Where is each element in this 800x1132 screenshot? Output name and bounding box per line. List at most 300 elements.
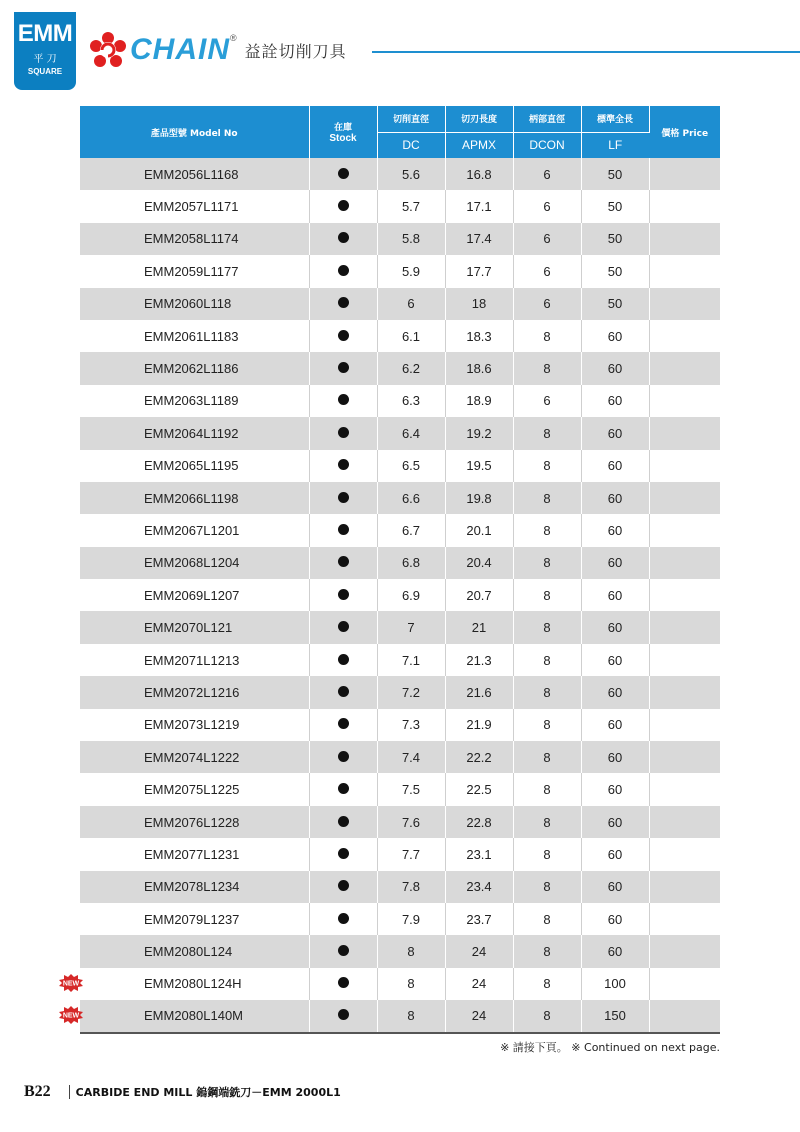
apmx-cell — [445, 158, 513, 190]
dcon-cell — [513, 806, 581, 838]
dcon-cell-text: 8 — [543, 620, 551, 636]
dc-cell-text: 8 — [407, 1008, 415, 1024]
price-cell — [649, 676, 720, 708]
dcon-cell — [513, 417, 581, 449]
dc-cell — [377, 223, 445, 255]
model-cell-text: EMM2063L1189 — [144, 393, 239, 409]
dc-cell-text: 6.2 — [401, 361, 421, 377]
table-row — [80, 158, 720, 190]
dc-cell — [377, 741, 445, 773]
model-cell — [80, 579, 309, 611]
price-cell — [649, 255, 720, 287]
apmx-cell — [445, 741, 513, 773]
dc-cell — [377, 968, 445, 1000]
lf-cell — [581, 838, 649, 870]
dcon-cell — [513, 935, 581, 967]
dcon-cell-text: 8 — [543, 458, 551, 474]
lf-cell-text: 60 — [607, 652, 623, 668]
in-stock-dot-icon — [338, 200, 349, 211]
header-lf-zh: 標準全長 — [581, 106, 649, 132]
in-stock-dot-icon — [338, 718, 349, 729]
lf-cell — [581, 482, 649, 514]
apmx-cell — [445, 773, 513, 805]
stock-cell — [309, 482, 377, 514]
dcon-cell — [513, 158, 581, 190]
dcon-cell — [513, 838, 581, 870]
model-cell-text: EMM2061L1183 — [144, 328, 239, 344]
category-tab — [14, 12, 76, 90]
apmx-cell — [445, 223, 513, 255]
apmx-cell-text: 20.1 — [466, 522, 492, 538]
lf-cell-text: 60 — [607, 879, 623, 895]
lf-cell-text: 60 — [607, 490, 623, 506]
dc-cell-text: 7.8 — [401, 879, 421, 895]
in-stock-dot-icon — [338, 913, 349, 924]
model-cell — [80, 255, 309, 287]
in-stock-dot-icon — [338, 945, 349, 956]
dc-cell-text: 5.8 — [401, 231, 421, 247]
model-cell-text: EMM2056L1168 — [144, 166, 239, 182]
dcon-cell — [513, 288, 581, 320]
model-cell — [80, 644, 309, 676]
model-cell-text: EMM2075L1225 — [144, 782, 240, 798]
dc-cell — [377, 288, 445, 320]
lf-cell-text: 60 — [607, 361, 623, 377]
model-cell — [80, 871, 309, 903]
lf-cell-text: 60 — [607, 555, 623, 571]
dc-cell-text: 6.1 — [401, 328, 421, 344]
table-row — [80, 1000, 720, 1032]
model-cell — [80, 547, 309, 579]
lf-cell — [581, 320, 649, 352]
in-stock-dot-icon — [338, 880, 349, 891]
table-row — [80, 676, 720, 708]
model-cell-text: EMM2064L1192 — [144, 425, 239, 441]
price-cell — [649, 1000, 720, 1032]
lf-cell — [581, 450, 649, 482]
dcon-cell-text: 6 — [543, 199, 551, 215]
model-cell — [80, 903, 309, 935]
header-dc-zh: 切削直徑 — [377, 106, 445, 132]
stock-cell — [309, 514, 377, 546]
dc-cell — [377, 514, 445, 546]
dcon-cell — [513, 903, 581, 935]
price-cell — [649, 806, 720, 838]
price-cell — [649, 514, 720, 546]
lf-cell-text: 60 — [607, 944, 623, 960]
model-cell — [80, 352, 309, 384]
table-row — [80, 417, 720, 449]
price-cell — [649, 741, 720, 773]
model-cell — [62, 1000, 309, 1032]
footer-divider — [69, 1085, 70, 1099]
apmx-cell — [445, 968, 513, 1000]
model-cell — [80, 838, 309, 870]
lf-cell — [581, 223, 649, 255]
table-row — [80, 190, 720, 222]
apmx-cell — [445, 611, 513, 643]
apmx-cell-text: 23.7 — [466, 911, 492, 927]
chain-logo-icon — [88, 30, 128, 70]
dc-cell — [377, 352, 445, 384]
apmx-cell — [445, 255, 513, 287]
lf-cell-text: 100 — [604, 976, 626, 992]
in-stock-dot-icon — [338, 492, 349, 503]
apmx-cell-text: 20.7 — [466, 587, 492, 603]
model-cell-text: EMM2071L1213 — [144, 652, 240, 668]
lf-cell-text: 50 — [607, 166, 623, 182]
dc-cell — [377, 385, 445, 417]
table-row — [80, 871, 720, 903]
apmx-cell — [445, 644, 513, 676]
table-row — [80, 385, 720, 417]
stock-cell — [309, 450, 377, 482]
price-cell — [649, 838, 720, 870]
price-cell — [649, 482, 720, 514]
dc-cell — [377, 806, 445, 838]
product-table — [62, 106, 720, 1034]
price-cell — [649, 773, 720, 805]
brand — [88, 30, 347, 70]
dc-cell — [377, 611, 445, 643]
dc-cell-text: 6.9 — [401, 587, 421, 603]
in-stock-dot-icon — [338, 394, 349, 405]
dcon-cell — [513, 773, 581, 805]
stock-cell — [309, 709, 377, 741]
lf-cell — [581, 644, 649, 676]
dc-cell-text: 7.4 — [401, 749, 421, 765]
dc-cell-text: 5.7 — [401, 199, 421, 215]
in-stock-dot-icon — [338, 427, 349, 438]
apmx-cell-text: 24 — [471, 1008, 487, 1024]
lf-cell — [581, 190, 649, 222]
lf-cell — [581, 676, 649, 708]
lf-cell-text: 50 — [607, 231, 623, 247]
registered-mark: ® — [230, 33, 237, 43]
dcon-cell — [513, 644, 581, 676]
model-cell — [80, 190, 309, 222]
stock-cell — [309, 676, 377, 708]
footer — [24, 1082, 341, 1102]
stock-cell — [309, 385, 377, 417]
apmx-cell — [445, 288, 513, 320]
apmx-cell — [445, 1000, 513, 1032]
stock-cell — [309, 644, 377, 676]
stock-cell — [309, 288, 377, 320]
in-stock-dot-icon — [338, 556, 349, 567]
dc-cell-text: 8 — [407, 944, 415, 960]
lf-cell-text: 60 — [607, 393, 623, 409]
dcon-cell-text: 8 — [543, 555, 551, 571]
dc-cell-text: 5.9 — [401, 263, 421, 279]
dc-cell — [377, 709, 445, 741]
price-cell — [649, 450, 720, 482]
dc-cell-text: 7.5 — [401, 782, 421, 798]
dc-cell — [377, 320, 445, 352]
dcon-cell-text: 8 — [543, 425, 551, 441]
dcon-cell-text: 8 — [543, 1008, 551, 1024]
lf-cell-text: 60 — [607, 846, 623, 862]
lf-cell-text: 60 — [607, 911, 623, 927]
header-apmx: APMX — [445, 132, 513, 158]
apmx-cell — [445, 482, 513, 514]
stock-cell — [309, 190, 377, 222]
model-cell-text: EMM2070L121 — [144, 620, 233, 636]
price-cell — [649, 158, 720, 190]
table-row — [80, 288, 720, 320]
dcon-cell-text: 6 — [543, 166, 551, 182]
table-body — [62, 158, 720, 1033]
lf-cell — [581, 547, 649, 579]
dc-cell-text: 6.5 — [401, 458, 421, 474]
dcon-cell-text: 8 — [543, 490, 551, 506]
header-lf: LF — [581, 132, 649, 158]
apmx-cell-text: 21 — [471, 620, 487, 636]
apmx-cell — [445, 190, 513, 222]
apmx-cell — [445, 871, 513, 903]
apmx-cell-text: 24 — [471, 944, 487, 960]
dcon-cell — [513, 320, 581, 352]
model-cell — [80, 417, 309, 449]
price-cell — [649, 547, 720, 579]
table-row — [80, 514, 720, 546]
dcon-cell — [513, 611, 581, 643]
lf-cell — [581, 255, 649, 287]
dcon-cell — [513, 968, 581, 1000]
dcon-cell — [513, 352, 581, 384]
stock-cell — [309, 1000, 377, 1032]
dc-cell — [377, 644, 445, 676]
lf-cell — [581, 968, 649, 1000]
stock-cell — [309, 838, 377, 870]
model-cell-text: EMM2058L1174 — [144, 231, 239, 247]
price-cell — [649, 611, 720, 643]
stock-cell — [309, 223, 377, 255]
apmx-cell-text: 20.4 — [466, 555, 492, 571]
dc-cell-text: 5.6 — [401, 166, 421, 182]
model-cell-text: EMM2080L124H — [144, 976, 242, 992]
model-cell-text: EMM2080L140M — [144, 1008, 243, 1024]
apmx-cell-text: 23.4 — [466, 879, 492, 895]
lf-cell-text: 60 — [607, 620, 623, 636]
price-cell — [649, 190, 720, 222]
price-cell — [649, 644, 720, 676]
model-cell — [80, 385, 309, 417]
stock-cell — [309, 417, 377, 449]
dc-cell — [377, 1000, 445, 1032]
apmx-cell — [445, 547, 513, 579]
dc-cell — [377, 676, 445, 708]
lf-cell — [581, 806, 649, 838]
dcon-cell-text: 8 — [543, 782, 551, 798]
apmx-cell-text: 17.1 — [466, 199, 492, 215]
table-row — [80, 968, 720, 1000]
price-cell — [649, 223, 720, 255]
dcon-cell — [513, 450, 581, 482]
brand-chinese-name: 益詮切削刀具 — [244, 41, 347, 61]
dcon-cell-text: 8 — [543, 911, 551, 927]
lf-cell — [581, 514, 649, 546]
lf-cell-text: 60 — [607, 782, 623, 798]
lf-cell-text: 60 — [607, 458, 623, 474]
model-cell — [80, 741, 309, 773]
table-row — [80, 709, 720, 741]
table-row — [80, 838, 720, 870]
dc-cell — [377, 450, 445, 482]
header-apmx-zh: 切刃長度 — [445, 106, 513, 132]
apmx-cell — [445, 709, 513, 741]
in-stock-dot-icon — [338, 848, 349, 859]
stock-cell — [309, 935, 377, 967]
apmx-cell — [445, 806, 513, 838]
table-row — [80, 579, 720, 611]
apmx-cell-text: 23.1 — [466, 846, 492, 862]
model-cell — [80, 158, 309, 190]
lf-cell-text: 60 — [607, 328, 623, 344]
apmx-cell — [445, 450, 513, 482]
apmx-cell-text: 18 — [471, 296, 487, 312]
stock-cell — [309, 806, 377, 838]
header-dc: DC — [377, 132, 445, 158]
table-row — [80, 773, 720, 805]
dc-cell-text: 6.4 — [401, 425, 421, 441]
dc-cell — [377, 547, 445, 579]
stock-cell — [309, 968, 377, 1000]
apmx-cell-text: 21.9 — [466, 717, 492, 733]
dcon-cell — [513, 579, 581, 611]
apmx-cell-text: 19.2 — [466, 425, 492, 441]
stock-cell — [309, 871, 377, 903]
price-cell — [649, 968, 720, 1000]
model-cell-text: EMM2065L1195 — [144, 458, 239, 474]
header-rule — [372, 51, 800, 53]
price-cell — [649, 288, 720, 320]
lf-cell — [581, 903, 649, 935]
lf-cell-text: 60 — [607, 749, 623, 765]
apmx-cell-text: 19.5 — [466, 458, 492, 474]
dcon-cell — [513, 385, 581, 417]
dc-cell-text: 8 — [407, 976, 415, 992]
dcon-cell — [513, 547, 581, 579]
model-cell-text: EMM2057L1171 — [144, 199, 239, 215]
stock-cell — [309, 255, 377, 287]
dc-cell — [377, 417, 445, 449]
dcon-cell-text: 8 — [543, 684, 551, 700]
dc-cell-text: 6.6 — [401, 490, 421, 506]
dc-cell-text: 7 — [407, 620, 415, 636]
apmx-cell — [445, 838, 513, 870]
table-row — [80, 547, 720, 579]
table-row — [80, 223, 720, 255]
in-stock-dot-icon — [338, 524, 349, 535]
dc-cell-text: 7.3 — [401, 717, 421, 733]
in-stock-dot-icon — [338, 621, 349, 632]
lf-cell — [581, 935, 649, 967]
table-row — [80, 450, 720, 482]
lf-cell-text: 60 — [607, 522, 623, 538]
dcon-cell-text: 8 — [543, 976, 551, 992]
model-cell — [80, 450, 309, 482]
model-cell-text: EMM2074L1222 — [144, 749, 240, 765]
stock-cell — [309, 579, 377, 611]
apmx-cell — [445, 417, 513, 449]
model-cell — [80, 935, 309, 967]
dcon-cell-text: 8 — [543, 717, 551, 733]
header-stock: 在庫 Stock — [309, 106, 377, 158]
apmx-cell — [445, 935, 513, 967]
apmx-cell-text: 18.3 — [466, 328, 492, 344]
model-cell — [80, 806, 309, 838]
dc-cell — [377, 579, 445, 611]
table-row — [80, 741, 720, 773]
in-stock-dot-icon — [338, 654, 349, 665]
price-cell — [649, 352, 720, 384]
apmx-cell-text: 19.8 — [466, 490, 492, 506]
header-price: 價格 Price — [649, 106, 720, 158]
stock-cell — [309, 611, 377, 643]
dcon-cell — [513, 676, 581, 708]
dc-cell-text: 7.7 — [401, 846, 421, 862]
dc-cell — [377, 871, 445, 903]
dcon-cell-text: 6 — [543, 231, 551, 247]
stock-cell — [309, 320, 377, 352]
model-cell-text: EMM2073L1219 — [144, 717, 240, 733]
apmx-cell-text: 22.5 — [466, 782, 492, 798]
table-row — [80, 935, 720, 967]
model-cell-text: EMM2062L1186 — [144, 361, 239, 377]
stock-cell — [309, 773, 377, 805]
svg-text:NEW: NEW — [62, 1012, 80, 1020]
lf-cell — [581, 417, 649, 449]
dcon-cell-text: 8 — [543, 361, 551, 377]
lf-cell-text: 60 — [607, 587, 623, 603]
dcon-cell-text: 8 — [543, 944, 551, 960]
dc-cell-text: 6.3 — [401, 393, 421, 409]
lf-cell — [581, 741, 649, 773]
continued-note: ※ 請接下頁。 ※ Continued on next page. — [500, 1041, 720, 1054]
lf-cell — [581, 288, 649, 320]
lf-cell-text: 50 — [607, 296, 623, 312]
lf-cell — [581, 611, 649, 643]
dcon-cell-text: 8 — [543, 587, 551, 603]
dcon-cell — [513, 190, 581, 222]
model-cell-text: EMM2067L1201 — [144, 522, 240, 538]
lf-cell-text: 60 — [607, 684, 623, 700]
in-stock-dot-icon — [338, 330, 349, 341]
apmx-cell — [445, 320, 513, 352]
price-cell — [649, 385, 720, 417]
stock-cell — [309, 903, 377, 935]
in-stock-dot-icon — [338, 977, 349, 988]
dc-cell-text: 7.9 — [401, 911, 421, 927]
price-cell — [649, 579, 720, 611]
dc-cell — [377, 773, 445, 805]
in-stock-dot-icon — [338, 816, 349, 827]
in-stock-dot-icon — [338, 686, 349, 697]
header-dcon-zh: 柄部直徑 — [513, 106, 581, 132]
page-number: B22 — [24, 1083, 51, 1100]
apmx-cell-text: 22.2 — [466, 749, 492, 765]
table-row — [80, 611, 720, 643]
dcon-cell — [513, 709, 581, 741]
in-stock-dot-icon — [338, 1009, 349, 1020]
price-cell — [649, 935, 720, 967]
lf-cell — [581, 773, 649, 805]
dc-cell-text: 7.2 — [401, 684, 421, 700]
lf-cell — [581, 385, 649, 417]
model-cell-text: EMM2059L1177 — [144, 263, 239, 279]
dcon-cell-text: 8 — [543, 328, 551, 344]
